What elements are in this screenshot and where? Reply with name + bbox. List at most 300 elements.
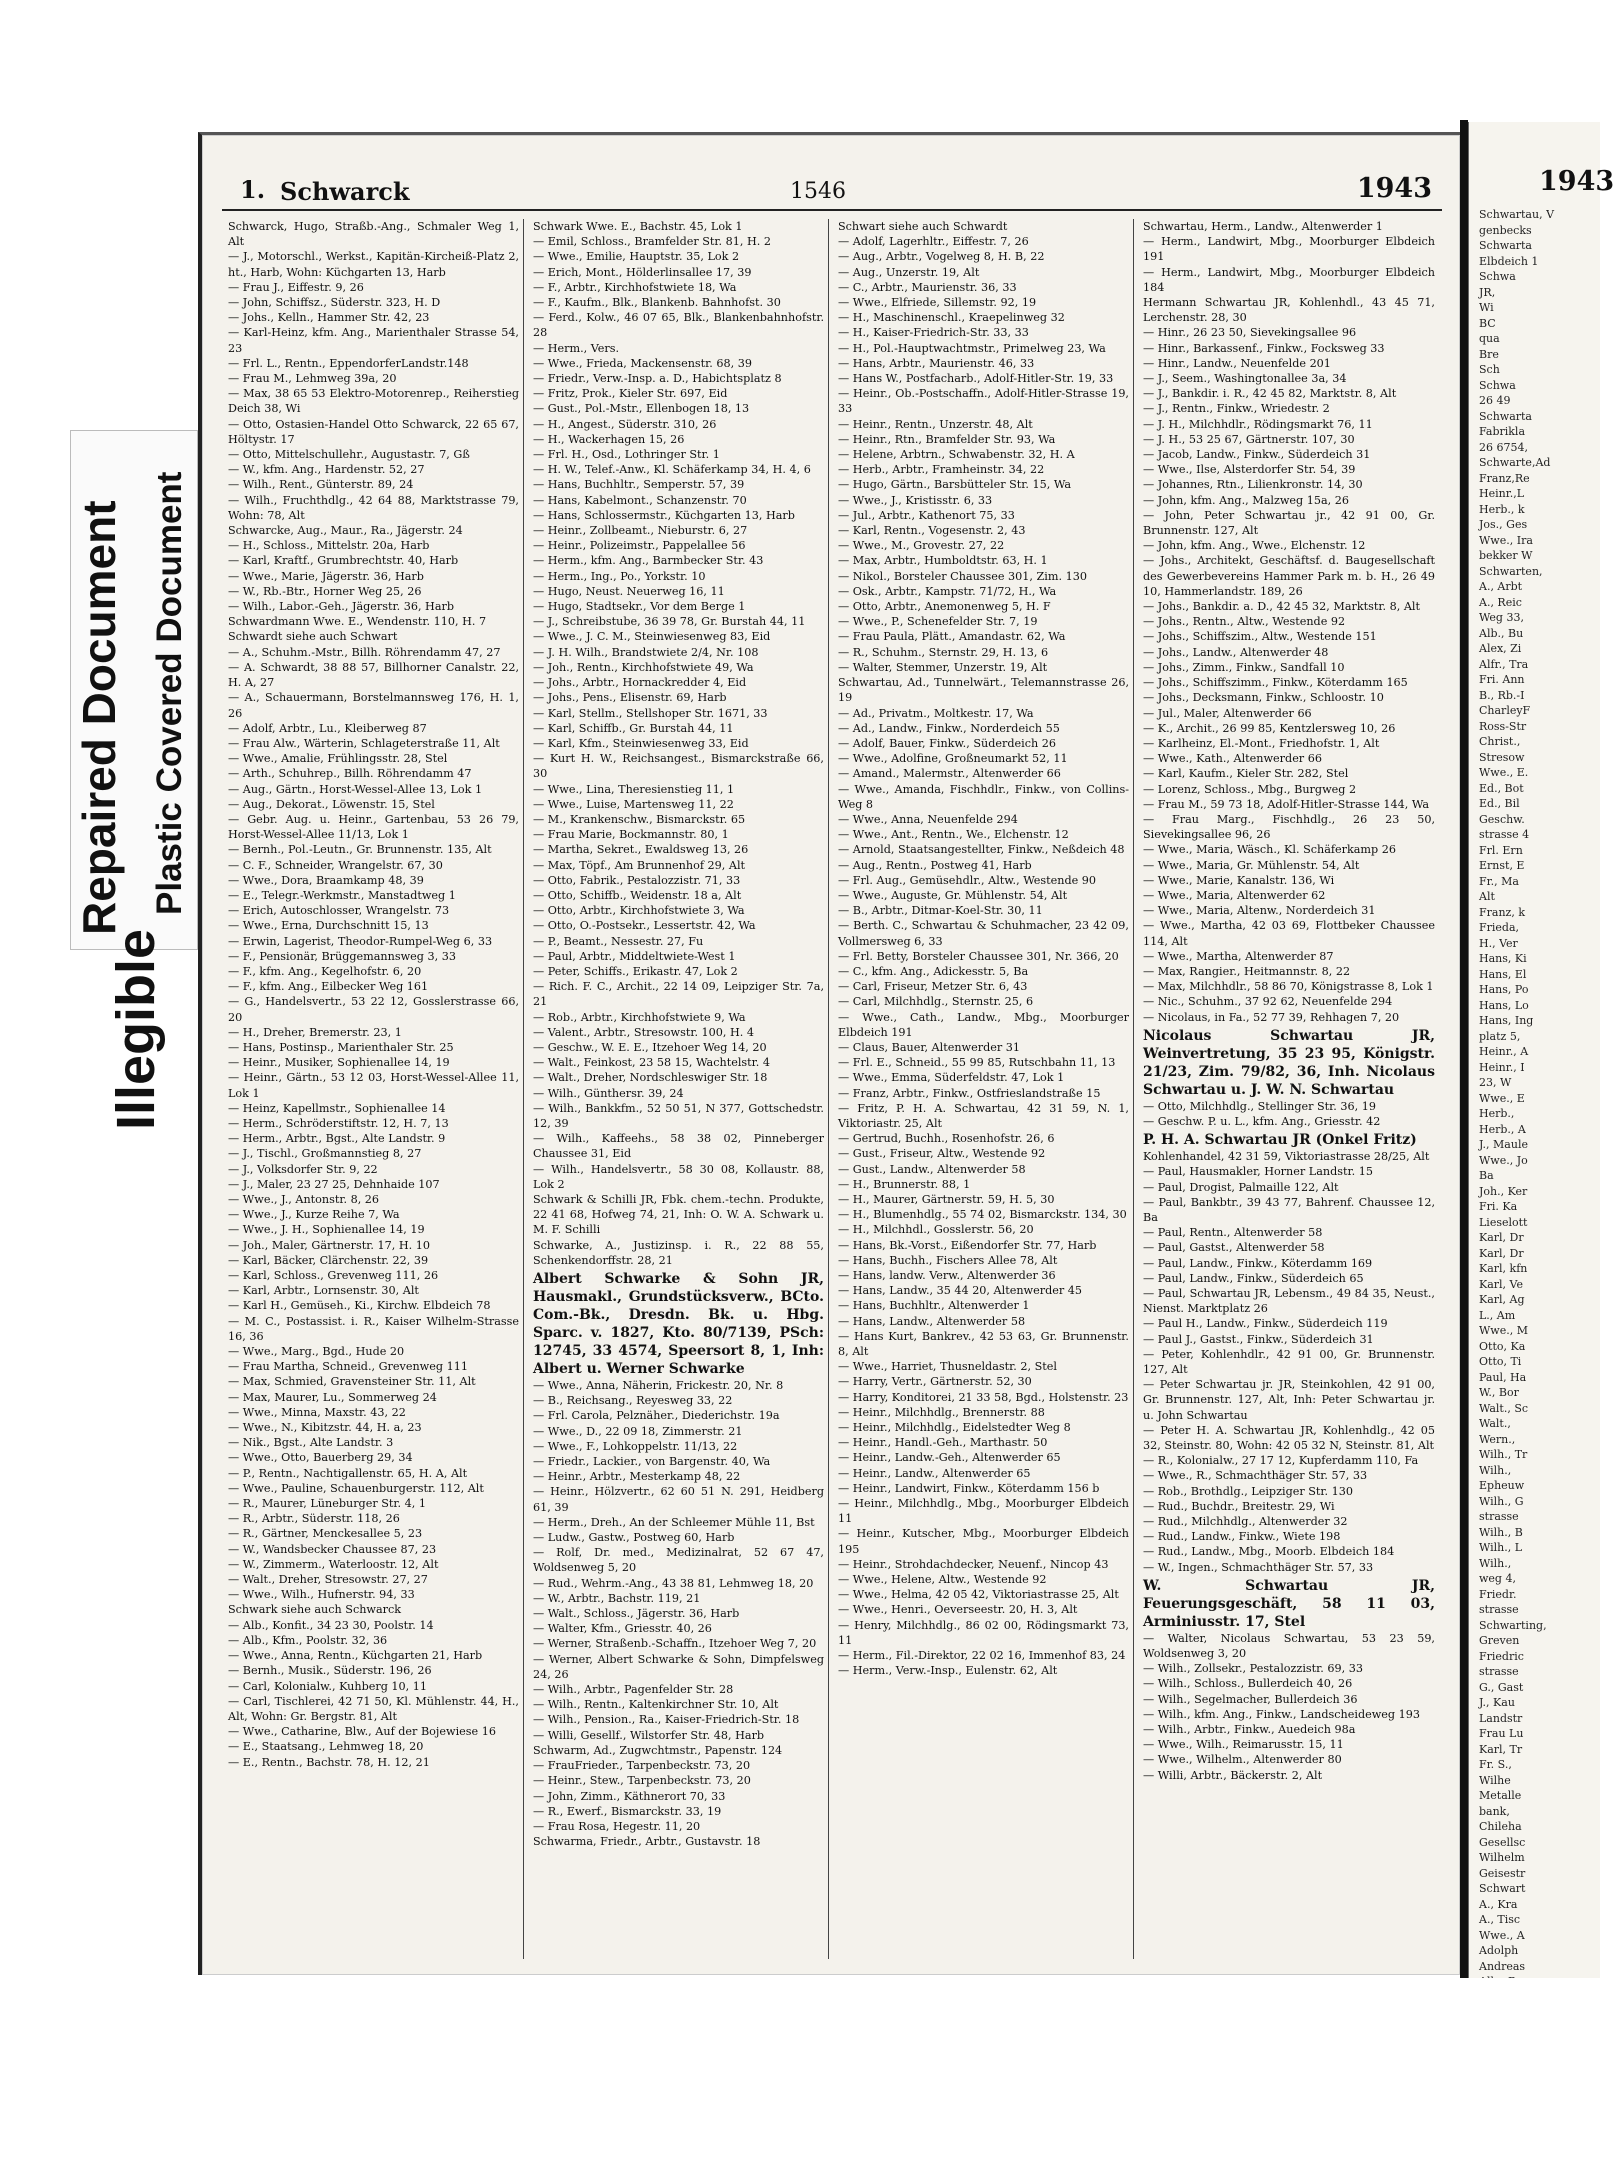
directory-entry: — Wilh., Rentn., Kaltenkirchner Str. 10, Alt [533,1698,779,1712]
facing-page-line: Epheuw [1479,1479,1525,1492]
facing-page-line: Franz,Re [1479,471,1530,485]
directory-entry: — Paul, Landw., Finkw., Süderdeich 65 [1143,1271,1364,1285]
directory-entry: — H., Kaiser-Friedrich-Str. 33, 33 [838,326,1029,340]
directory-entry: — John, Zimm., Käthnerort 70, 33 [533,1789,726,1803]
directory-entry: Schwartau, Herm., Landw., Altenwerder 1 [1143,220,1383,233]
directory-entry: — Wwe., J., Kristisstr. 6, 33 [838,493,993,507]
facing-page-line: Wilhelm [1479,1851,1525,1864]
directory-entry: — Karl-Heinz, kfm. Ang., Marienthaler Strasse 54, 23 [228,326,519,355]
directory-entry: — Herm., kfm. Ang., Barmbecker Str. 43 [533,554,764,568]
directory-entry: — Paul H., Landw., Finkw., Süderdeich 119 [1143,1317,1388,1331]
illegible-stamp: Illegible [106,928,166,1130]
directory-entry: — Jul., Maler, Altenwerder 66 [1143,706,1312,720]
directory-entry: — P., Rentn., Nachtigallenstr. 65, H. A, Alt [228,1466,468,1480]
directory-entry: — Paul, Bankbtr., 39 43 77, Bahrenf. Chaussee 12, Ba [1143,1195,1435,1224]
directory-entry: — Hans, Arbtr., Maurienstr. 46, 33 [838,356,1035,370]
directory-entry: — Rud., Landw., Finkw., Wiete 198 [1143,1530,1341,1544]
directory-entry: — Heinr., Milchhdlg., Brennerstr. 88 [838,1405,1045,1419]
facing-page-line: 23, W [1479,1076,1512,1089]
directory-entry: — Wilh., Rent., Günterstr. 89, 24 [228,478,414,492]
directory-entry: — Bernh., Musik., Süderstr. 196, 26 [228,1664,432,1678]
section-mark: 1. [240,175,266,204]
directory-entry: — Hans, Buchh., Fischers Allee 78, Alt [838,1253,1058,1267]
facing-page-line: Wilh., G [1479,1494,1524,1508]
directory-entry: — Rud., Landw., Mbg., Moorb. Elbdeich 184 [1143,1545,1395,1559]
directory-entry: — Hinr., Landw., Neuenfelde 201 [1143,356,1331,370]
facing-page-line: Alt [1479,890,1495,903]
facing-page-line: Schwarte,Ad [1479,456,1551,469]
directory-entry: — Wwe., Ant., Rentn., We., Elchenstr. 12 [838,828,1069,842]
repaired-document-stamp: Repaired Document [73,500,125,935]
directory-entry: — A. Schwardt, 38 88 57, Billhorner Canalstr. 22, H. A, 27 [228,660,519,690]
facing-page-line: bekker W [1479,549,1533,562]
facing-page-line: Metalle [1479,1789,1522,1802]
directory-entry: — Nikol., Borsteler Chaussee 301, Zim. 130 [838,569,1087,583]
directory-entry: — A., Schuhm.-Mstr., Billh. Röhrendamm 47, 27 [228,645,501,659]
directory-entry: — Amand., Malermstr., Altenwerder 66 [838,767,1061,781]
directory-entry: — Gust., Pol.-Mstr., Ellenbogen 18, 13 [533,402,750,416]
directory-entry: — Martha, Sekret., Ewaldsweg 13, 26 [533,843,749,857]
directory-entry: — Heinr., Milchhdlg., Mbg., Moorburger Elbdeich 11 [838,1497,1129,1526]
directory-entry: — Karl, Schiffb., Gr. Burstah 44, 11 [533,721,734,735]
directory-entry: Nicolaus Schwartau JR, Weinvertretung, 35 23 95, Königstr. 21/23, Zim. 79/82, 36, Inh. Nicolaus Schwartau u. J. W. N. Schwartau [1143,1027,1435,1098]
directory-entry: — H., Maurer, Gärtnerstr. 59, H. 5, 30 [838,1193,1055,1206]
directory-entry: — Harry, Vertr., Gärtnerstr. 52, 30 [838,1375,1032,1389]
facing-page-line: Friedric [1479,1649,1524,1663]
directory-entry: — Heinr., Ob.-Postschaffn., Adolf-Hitler-Strasse 19, 33 [838,387,1129,416]
directory-entry: Hermann Schwartau JR, Kohlenhdl., 43 45 71, Lerchenstr. 28, 30 [1143,296,1435,325]
directory-entry: Schwardmann Wwe. E., Wendenstr. 110, H. 7 [228,615,487,629]
facing-page-line: Schwarta [1479,239,1532,252]
facing-page-line: strasse [1479,1665,1519,1678]
directory-entry: — Johs., Arbtr., Hornackredder 4, Eid [533,676,747,690]
facing-page-line: Sch [1479,363,1500,376]
directory-entry: — Otto, Fabrik., Pestalozzistr. 71, 33 [533,873,741,887]
directory-entry: — Wwe., Henri., Oeverseestr. 20, H. 3, Alt [838,1603,1078,1617]
directory-entry: — Herm., Vers. [533,341,620,355]
directory-entry: Schwart siehe auch Schwardt [838,220,1008,233]
facing-page-line: Hans, Lo [1479,998,1529,1012]
directory-entry: — Lorenz, Schloss., Mbg., Burgweg 2 [1143,782,1357,796]
directory-entry: — Valent., Arbtr., Stresowstr. 100, H. 4 [533,1025,755,1039]
directory-entry: — Wwe., Maria, Wäsch., Kl. Schäferkamp 26 [1143,843,1396,857]
facing-page-line: BC [1479,316,1496,330]
directory-entry: Schwardt siehe auch Schwart [228,630,398,644]
facing-page-line: Wwe., Ira [1479,533,1533,547]
directory-entry: — H., Pol.-Hauptwachtmstr., Primelweg 23, Wa [838,341,1106,355]
directory-entry: — Heinz, Kapellmstr., Sophienallee 14 [228,1101,446,1115]
directory-entry: — Wwe., Dora, Braamkamp 48, 39 [228,873,424,887]
directory-entry: — Heinr., Landwirt, Finkw., Köterdamm 156 b [838,1481,1100,1495]
directory-entry: — Herm., Schröderstiftstr. 12, H. 7, 13 [228,1116,449,1130]
directory-entry: — Rud., Buchdr., Breitestr. 29, Wi [1143,1499,1335,1513]
directory-entry: — Friedr., Lackier., von Bargenstr. 40, Wa [533,1455,771,1469]
facing-page-year: 1943 [1539,166,1614,197]
directory-entry: — Hans, Buchhltr., Semperstr. 57, 39 [533,478,745,492]
directory-entry: — Frau M., Lehmweg 39a, 20 [228,372,397,386]
directory-entry: — Wwe., Adolfine, Großneumarkt 52, 11 [838,752,1068,766]
directory-entry: — Heinr., Gärtn., 53 12 03, Horst-Wessel-Allee 11, Lok 1 [228,1071,519,1100]
facing-page-line: Walt., Sc [1479,1401,1529,1415]
directory-entry: — Hans, Bk.-Vorst., Eißendorfer Str. 77, Harb [838,1238,1097,1252]
directory-entry: — Heinr., Landw.-Geh., Altenwerder 65 [838,1451,1061,1465]
directory-entry: — F., Kaufm., Blk., Blankenb. Bahnhofst. 30 [533,296,781,310]
directory-entry: — Erich, Mont., Hölderlinsallee 17, 39 [533,265,752,279]
directory-entry: — Hans, Landw., Altenwerder 58 [838,1314,1026,1328]
directory-entry: — C., Arbtr., Maurienstr. 36, 33 [838,280,1017,294]
facing-page-line: Frau Lu [1479,1727,1524,1740]
directory-entry: — Wwe., D., 22 09 18, Zimmerstr. 21 [533,1424,743,1438]
facing-page-line: Wi [1479,301,1494,314]
facing-page-line: Schwarta [1479,409,1532,423]
directory-entry: P. H. A. Schwartau JR (Onkel Fritz) [1143,1132,1417,1149]
directory-entry: — Heinr., Strohdachdecker, Neuenf., Nincop 43 [838,1557,1109,1571]
directory-entry: — Peter H. A. Schwartau JR, Kohlenhdlg., 42 05 32, Steinstr. 80, Wohn: 42 05 32 N, Steinstr. 81, Alt [1143,1423,1435,1453]
facing-page-line: Friedr. [1479,1587,1517,1601]
directory-entry: — Wwe., Luise, Martensweg 11, 22 [533,797,734,811]
directory-entry: — Walter, Stemmer, Unzerstr. 19, Alt [838,660,1048,674]
directory-entry: — Wilh., Segelmacher, Bullerdeich 36 [1143,1692,1358,1706]
facing-page-line: Andreas [1479,1959,1526,1973]
directory-entry: — H., Maschinenschl., Kraepelinweg 32 [838,311,1065,325]
directory-entry: — Otto, Arbtr., Anemonenweg 5, H. F [838,600,1051,614]
directory-entry: — Hinr., Barkassenf., Finkw., Focksweg 33 [1143,341,1385,355]
directory-entry: — Frau Paula, Plätt., Amandastr. 62, Wa [838,630,1066,644]
directory-entry: — Wilh., Arbtr., Pagenfelder Str. 28 [533,1683,734,1697]
facing-page-line: Geisestr [1479,1866,1526,1880]
facing-page-line: Hans, Ing [1479,1014,1534,1027]
directory-entry: — Johs., Schiffszimm., Finkw., Köterdamm 165 [1143,676,1408,690]
facing-page-line: Franz, k [1479,905,1525,919]
directory-entry: — Karl, Kaufm., Kieler Str. 282, Stel [1143,767,1349,781]
directory-entry: — H., Schloss., Mittelstr. 20a, Harb [228,539,430,553]
directory-entry: — Frau Martha, Schneid., Grevenweg 111 [228,1360,468,1374]
directory-entry: — Hans, landw. Verw., Altenwerder 36 [838,1269,1056,1283]
directory-entry: — Johs., Bankdir. a. D., 42 45 32, Marktstr. 8, Alt [1143,600,1420,614]
directory-entry: — H., Angest., Süderstr. 310, 26 [533,417,717,431]
directory-entry: — Geschw. P. u. L., kfm. Ang., Griesstr. 42 [1143,1114,1381,1128]
directory-entry: — John, Peter Schwartau jr., 42 91 00, Gr. Brunnenstr. 127, Alt [1143,508,1435,538]
directory-entry: — J., Seem., Washingtonallee 3a, 34 [1143,372,1347,386]
directory-entry: — J. H. Wilh., Brandstwiete 2/4, Nr. 108 [533,645,759,659]
directory-entry: — Heinr., Polizeimstr., Pappelallee 56 [533,539,746,553]
directory-entry: — Gertrud, Buchh., Rosenhofstr. 26, 6 [838,1132,1055,1146]
directory-entry: — Walt., Dreher, Nordschleswiger Str. 18 [533,1071,768,1085]
directory-entry: — Carl, Tischlerei, 42 71 50, Kl. Mühlenstr. 44, H., Alt, Wohn: Gr. Bergstr. 81, Alt [228,1694,519,1723]
directory-entry: — R., Maurer, Lüneburger Str. 4, 1 [228,1497,426,1511]
facing-page-line: Ernst, E [1479,859,1525,872]
directory-entry: — Wwe., Kath., Altenwerder 66 [1143,752,1322,766]
directory-entry: — Peter Schwartau jr. JR, Steinkohlen, 42 91 00, Gr. Brunnenstr. 127, Alt, Inh: Peter Schwartau jr. u. John Schwartau [1143,1378,1435,1422]
facing-page-line: Fr. S., [1479,1758,1512,1771]
directory-entry: — Wwe., Lina, Theresienstieg 11, 1 [533,782,735,796]
directory-entry: Schwark & Schilli JR, Fbk. chem.-techn. Produkte, 22 41 68, Hofweg 74, 21, Inh: O. W. A. Schwark u. M. F. Schilli [533,1193,824,1237]
facing-page-line: Karl, Ag [1479,1293,1525,1306]
facing-page-line: Fabrikla [1479,425,1526,438]
directory-entry: — Frl. E., Schneid., 55 99 85, Rutschbahn 11, 13 [838,1056,1116,1070]
directory-entry: — Walt., Schloss., Jägerstr. 36, Harb [533,1607,740,1621]
directory-entry: — Heinr., Musiker, Sophienallee 14, 19 [228,1056,450,1070]
directory-entry: — Max, Maurer, Lu., Sommerweg 24 [228,1390,437,1404]
directory-entry: — Heinr., Arbtr., Mesterkamp 48, 22 [533,1470,741,1484]
facing-page-line: A., Tisc [1479,1913,1521,1926]
directory-entry: — P., Beamt., Nessestr. 27, Fu [533,934,704,948]
directory-entry: — Wwe., Cath., Landw., Mbg., Moorburger Elbdeich 191 [838,1010,1129,1039]
facing-page-line: Wilh., L [1479,1541,1523,1554]
facing-page-line: Karl, Dr [1479,1231,1524,1244]
directory-entry: — Hinr., 26 23 50, Sievekingsallee 96 [1143,326,1357,340]
directory-entry: — B., Arbtr., Ditmar-Koel-Str. 30, 11 [838,904,1043,918]
directory-entry: — H., Wackerhagen 15, 26 [533,432,685,446]
directory-entry: — Erwin, Lagerist, Theodor-Rumpel-Weg 6, 33 [228,934,493,948]
directory-entry: — Carl, Kolonialw., Kuhberg 10, 11 [228,1679,428,1693]
directory-entry: — Aug., Dekorat., Löwenstr. 15, Stel [228,797,435,811]
directory-entry: — Frau Rosa, Hegestr. 11, 20 [533,1819,701,1833]
directory-entry: — Karlheinz, El.-Mont., Friedhofstr. 1, Alt [1143,736,1380,750]
directory-entry: — Wwe., Helene, Altw., Westende 92 [838,1573,1047,1587]
facing-page-line: Paul, Ha [1479,1370,1527,1384]
directory-entry: — Wwe., Minna, Maxstr. 43, 22 [228,1405,406,1419]
facing-page-line: Heinr.,L [1479,487,1525,500]
directory-entry: — Wwe., F., Lohkoppelstr. 11/13, 22 [533,1439,738,1453]
facing-page-line: B., Rb.-I [1479,688,1525,702]
directory-entry: — Heinr., Kutscher, Mbg., Moorburger Elbdeich 195 [838,1527,1129,1556]
directory-columns [222,219,1442,1959]
directory-entry: — M. C., Postassist. i. R., Kaiser Wilhelm-Strasse 16, 36 [228,1314,519,1343]
facing-page-line: Heinr., A [1479,1045,1529,1058]
directory-entry: Albert Schwarke & Sohn JR, Hausmakl., Grundstücksverw., BCto. Com.-Bk., Dresdn. Bk. u. Hbg. Sparc. v. 1827, Kto. 80/7139, PSch: 12745, 33 4574, Speersort 8, 1, Inh: Albert u. Werner Schwarke [533,1271,824,1378]
facing-page-line: Karl, kfn [1479,1262,1528,1275]
directory-entry: — H. W., Telef.-Anw., Kl. Schäferkamp 34, H. 4, 6 [533,463,811,477]
facing-page-line: Hans, Ki [1479,952,1527,965]
directory-entry: — Otto, Arbtr., Kirchhofstwiete 3, Wa [533,904,745,918]
directory-entry: — Johannes, Rtn., Lilienkronstr. 14, 30 [1143,478,1363,492]
directory-entry: — Johs., Rentn., Altw., Westende 92 [1143,615,1346,629]
directory-entry: Schwarke, A., Justizinsp. i. R., 22 88 55, Schenkendorffstr. 28, 21 [533,1238,824,1267]
archive-margin [0,0,200,2177]
page-number: 1546 [790,179,846,204]
directory-entry: — Wwe., Harriet, Thusneldastr. 2, Stel [838,1360,1057,1374]
directory-entry: — J., Rentn., Finkw., Wriedestr. 2 [1143,402,1330,416]
directory-entry: — Wwe., Maria, Altenwerder 62 [1143,888,1326,902]
directory-entry: — Wwe., Maria, Altenw., Norderdeich 31 [1143,904,1376,918]
directory-entry: — Herm., Arbtr., Bgst., Alte Landstr. 9 [228,1132,446,1146]
facing-page-line: Alex, Zi [1479,642,1522,655]
directory-entry: — F., Pensionär, Brüggemannsweg 3, 33 [228,949,456,963]
facing-page-line: genbecks [1479,223,1532,237]
directory-entry: — Gust., Landw., Altenwerder 58 [838,1162,1026,1176]
directory-entry: — Karl, Rentn., Vogesenstr. 2, 43 [838,524,1026,538]
facing-page-line: Schwa [1479,270,1516,283]
directory-entry: — Wwe., M., Grovestr. 27, 22 [838,539,1005,553]
facing-page-line: J., Maule [1479,1138,1528,1151]
facing-page-line: Wilh., B [1479,1525,1523,1539]
directory-entry: — Wwe., J. C. M., Steinwiesenweg 83, Eid [533,630,771,644]
directory-entry: — Henry, Milchhdlg., 86 02 00, Rödingsmarkt 73, 11 [838,1618,1129,1647]
directory-entry: — Willi, Gesellf., Wilstorfer Str. 48, Harb [533,1728,765,1742]
facing-page-line: Joh., Ker [1479,1184,1528,1198]
directory-entry: — Harry, Konditorei, 21 33 58, Bgd., Holstenstr. 23 [838,1390,1129,1404]
facing-page-line: Heinr., I [1479,1060,1525,1074]
directory-entry: — Frau Marie, Bockmannstr. 80, 1 [533,828,729,842]
directory-entry: — E., Telegr.-Werkmstr., Manstadtweg 1 [228,888,456,902]
directory-entry: — Otto, Ostasien-Handel Otto Schwarck, 22 65 67, Höltystr. 17 [228,417,519,446]
directory-entry: — Wwe., Helma, 42 05 42, Viktoriastrasse 25, Alt [838,1588,1119,1602]
directory-entry: — J., Volksdorfer Str. 9, 22 [228,1162,378,1176]
directory-entry: — Rob., Arbtr., Kirchhofstwiete 9, Wa [533,1010,746,1024]
directory-entry: — W., Ingen., Schmachthäger Str. 57, 33 [1143,1560,1374,1574]
directory-entry: — Hans W., Postfacharb., Adolf-Hitler-Str. 19, 33 [838,372,1114,386]
directory-entry: — Wwe., Martha, 42 03 69, Flottbeker Chaussee 114, Alt [1143,919,1435,948]
directory-entry: — Frau M., 59 73 18, Adolf-Hitler-Strasse 144, Wa [1143,797,1430,811]
directory-entry: — Johs., Schiffszim., Altw., Westende 151 [1143,630,1377,644]
directory-entry: — Wilh., Günthersr. 39, 24 [533,1086,684,1100]
facing-page-line: Hans, El [1479,967,1527,981]
facing-page-line: Jos., Ges [1479,518,1528,531]
directory-entry: — Paul, Arbtr., Middeltwiete-West 1 [533,949,736,963]
directory-entry: — Hans, Landw., 35 44 20, Altenwerder 45 [838,1284,1082,1298]
directory-entry: — Wwe., Anna, Rentn., Küchgarten 21, Harb [228,1649,483,1663]
directory-entry: — B., Reichsang., Reyesweg 33, 22 [533,1394,733,1408]
directory-entry: — Wwe., Pauline, Schauenburgerstr. 112, Alt [228,1481,484,1495]
directory-entry: — Frau Marg., Fischhdlg., 26 23 50, Sievekingsallee 96, 26 [1143,812,1435,842]
directory-entry: — Frl. Aug., Gemüsehdlr., Altw., Westende 90 [838,873,1097,887]
directory-entry: — Paul, Rentn., Altenwerder 58 [1143,1226,1323,1240]
directory-entry: — Wwe., Emma, Süderfeldstr. 47, Lok 1 [838,1071,1065,1085]
facing-page-line: 26 6754, [1479,440,1528,454]
directory-entry: — Johs., Decksmann, Finkw., Schloostr. 10 [1143,691,1384,705]
facing-page-line: Wilh., [1479,1556,1512,1570]
facing-page-line: Schwarten, [1479,564,1543,578]
directory-entry: — Wwe., N., Kibitzstr. 44, H. a, 23 [228,1421,422,1435]
directory-entry: — Wwe., Wilh., Hufnerstr. 94, 33 [228,1588,415,1602]
facing-page-line: Alb., Bu [1479,626,1524,640]
directory-entry: — G., Handelsvertr., 53 22 12, Gosslerstrasse 66, 20 [228,995,519,1024]
directory-entry: — E., Rentn., Bachstr. 78, H. 12, 21 [228,1755,430,1769]
directory-entry: — Herb., Arbtr., Framheinstr. 34, 22 [838,463,1045,477]
directory-entry: — Heinr., Zollbeamt., Nieburstr. 6, 27 [533,524,748,538]
directory-entry: — Claus, Bauer, Altenwerder 31 [838,1040,1021,1054]
directory-entry: — Rob., Brothdlg., Leipziger Str. 130 [1143,1484,1353,1498]
facing-page-line: Wilhe [1479,1773,1511,1787]
directory-entry: — Hans, Buchhltr., Altenwerder 1 [838,1299,1030,1313]
directory-entry: — Karl, Arbtr., Lornsenstr. 30, Alt [228,1284,419,1298]
directory-entry: — Walter, Nicolaus Schwartau, 53 23 59, Woldsenweg 3, 20 [1143,1631,1435,1661]
directory-entry: — Wilh., Labor.-Geh., Jägerstr. 36, Harb [228,600,454,614]
facing-page-line: Chileha [1479,1820,1522,1833]
directory-entry: — John, kfm. Ang., Malzweg 15a, 26 [1143,493,1350,507]
facing-page-line: Alfr., Tra [1479,657,1529,671]
directory-entry: — Rud., Wehrm.-Ang., 43 38 81, Lehmweg 18, 20 [533,1576,814,1590]
directory-entry: — Wwe., Auguste, Gr. Mühlenstr. 54, Alt [838,888,1068,902]
directory-entry: — H., Dreher, Bremerstr. 23, 1 [228,1025,402,1039]
directory-entry: — Paul J., Gastst., Finkw., Süderdeich 31 [1143,1332,1374,1346]
facing-page-line: strasse 4 [1479,828,1530,841]
directory-entry: — Otto, O.-Postsekr., Lessertstr. 42, Wa [533,919,756,933]
column-1 [222,219,524,1959]
directory-entry: — E., Staatsang., Lehmweg 18, 20 [228,1740,424,1754]
directory-entry: — Ludw., Gastw., Postweg 60, Harb [533,1531,735,1545]
directory-entry: — Otto, Schiffb., Weidenstr. 18 a, Alt [533,888,742,902]
directory-entry: — J. H., 53 25 67, Gärtnerstr. 107, 30 [1143,432,1355,446]
facing-page-line: Frl. Ern [1479,843,1523,857]
facing-page-line: Wwe., E. [1479,766,1529,779]
directory-entry: — Adolf, Bauer, Finkw., Süderdeich 26 [838,736,1056,750]
directory-entry: — Ferd., Kolw., 46 07 65, Blk., Blankenbahnhofstr. 28 [533,311,824,340]
directory-entry: Schwarcke, Aug., Maur., Ra., Jägerstr. 24 [228,524,463,538]
directory-entry: — J., Tischl., Großmannstieg 8, 27 [228,1147,422,1161]
facing-page-line: Wwe., E [1479,1091,1525,1105]
facing-page-line: Ed., Bot [1479,781,1524,795]
directory-entry: — J., Bankdir. i. R., 42 45 82, Marktstr. 8, Alt [1143,387,1397,401]
directory-entry: — Walt., Dreher, Stresowstr. 27, 27 [228,1573,428,1587]
column-2 [527,219,829,1959]
directory-entry: — W., Zimmerm., Waterloostr. 12, Alt [228,1557,439,1571]
directory-entry: — Frau Alw., Wärterin, Schlageterstraße 11, Alt [228,736,500,750]
directory-entry: — Heinr., Rentn., Unzerstr. 48, Alt [838,417,1033,431]
facing-page-line: Ed., Bil [1479,797,1520,810]
directory-entry: — Helene, Arbtrn., Schwabenstr. 32, H. A [838,448,1075,462]
directory-entry: — Alb., Kfm., Poolstr. 32, 36 [228,1633,388,1647]
facing-page-line: Lieselott [1479,1215,1528,1229]
directory-entry: — Johs., Architekt, Geschäftsf. d. Baugesellschaft des Gewerbevereins Hammer Park m. b. H., 26 49 10, Hammerlandstr. 189, 26 [1143,554,1435,598]
directory-entry: — Wwe., Anna, Näherin, Frickestr. 20, Nr. 8 [533,1379,784,1393]
facing-page-line: Frieda, [1479,921,1520,934]
directory-entry: — F., Arbtr., Kirchhofstwiete 18, Wa [533,280,737,294]
directory-entry: — H., Brunnerstr. 88, 1 [838,1177,971,1191]
directory-entry: — Alb., Konfit., 34 23 30, Poolstr. 14 [228,1618,434,1632]
directory-entry: — Adolf, Lagerhltr., Eiffestr. 7, 26 [838,235,1029,249]
directory-entry: — K., Archit., 26 99 85, Kentzlersweg 10, 26 [1143,721,1396,735]
directory-entry: — Wwe., Amanda, Fischhdlr., Finkw., von Collins-Weg 8 [838,782,1129,811]
directory-entry: — Fritz, P. H. A. Schwartau, 42 31 59, N. 1, Viktoriastr. 25, Alt [838,1101,1129,1130]
facing-page-line: Herb., [1479,1107,1515,1120]
directory-entry: — Frl. H., Osd., Lothringer Str. 1 [533,448,720,462]
running-head-name: Schwarck [280,177,410,206]
directory-entry: — Max, Schmied, Gravensteiner Str. 11, Alt [228,1375,476,1389]
directory-entry: — Herm., Ing., Po., Yorkstr. 10 [533,569,706,583]
directory-entry: W. Schwartau JR, Feuerungsgeschäft, 58 11 03, Arminiusstr. 17, Stel [1143,1577,1435,1630]
facing-page-line: Geschw. [1479,812,1525,826]
directory-entry: — Johs., Kelln., Hammer Str. 42, 23 [228,311,430,325]
facing-page-line: Adolph [1479,1944,1519,1957]
directory-entry: — Wwe., Elfriede, Sillemstr. 92, 19 [838,296,1037,310]
directory-entry: — Ad., Privatm., Moltkestr. 17, Wa [838,706,1034,720]
directory-entry: — Herm., Landwirt, Mbg., Moorburger Elbdeich 191 [1143,235,1435,264]
facing-page-line: Walt., [1479,1417,1511,1430]
facing-page-line: Herb., k [1479,502,1525,516]
directory-entry: — Otto, Mittelschullehr., Augustastr. 7, Gß [228,448,470,462]
directory-entry: Schwarm, Ad., Zugwchtmstr., Papenstr. 124 [533,1743,783,1757]
directory-entry: — Rud., Milchhdlg., Altenwerder 32 [1143,1515,1348,1529]
directory-entry: — Wilh., Handelsvertr., 58 30 08, Kollaustr. 88, Lok 2 [533,1162,824,1191]
directory-entry: — Bernh., Pol.-Leutn., Gr. Brunnenstr. 135, Alt [228,843,492,857]
directory-entry: — Frau J., Eiffestr. 9, 26 [228,280,364,294]
directory-entry: — R., Gärtner, Menckesallee 5, 23 [228,1527,423,1541]
directory-entry: — W., kfm. Ang., Hardenstr. 52, 27 [228,463,425,477]
directory-entry: — Max, Töpf., Am Brunnenhof 29, Alt [533,858,746,872]
directory-entry: — Herm., Verw.-Insp., Eulenstr. 62, Alt [838,1664,1058,1678]
directory-entry: — Karl, Kraftf., Grumbrechtstr. 40, Harb [228,554,459,568]
directory-entry: — Max, Milchhdlr., 58 86 70, Königstrasse 8, Lok 1 [1143,980,1434,994]
directory-entry: — Herm., Fil.-Direktor, 22 02 16, Immenhof 83, 24 [838,1649,1126,1663]
facing-page-line: Fri. Ka [1479,1200,1518,1213]
directory-entry: — Kurt H. W., Reichsangest., Bismarckstraße 66, 30 [533,752,824,781]
directory-entry: — Hans, Kabelmont., Schanzenstr. 70 [533,493,747,507]
directory-entry: — Wwe., Wilh., Reimarusstr. 15, 11 [1143,1738,1344,1752]
directory-entry: — Heinr., Landw., Altenwerder 65 [838,1466,1031,1480]
directory-entry: — Paul, Landw., Finkw., Köterdamm 169 [1143,1256,1373,1270]
